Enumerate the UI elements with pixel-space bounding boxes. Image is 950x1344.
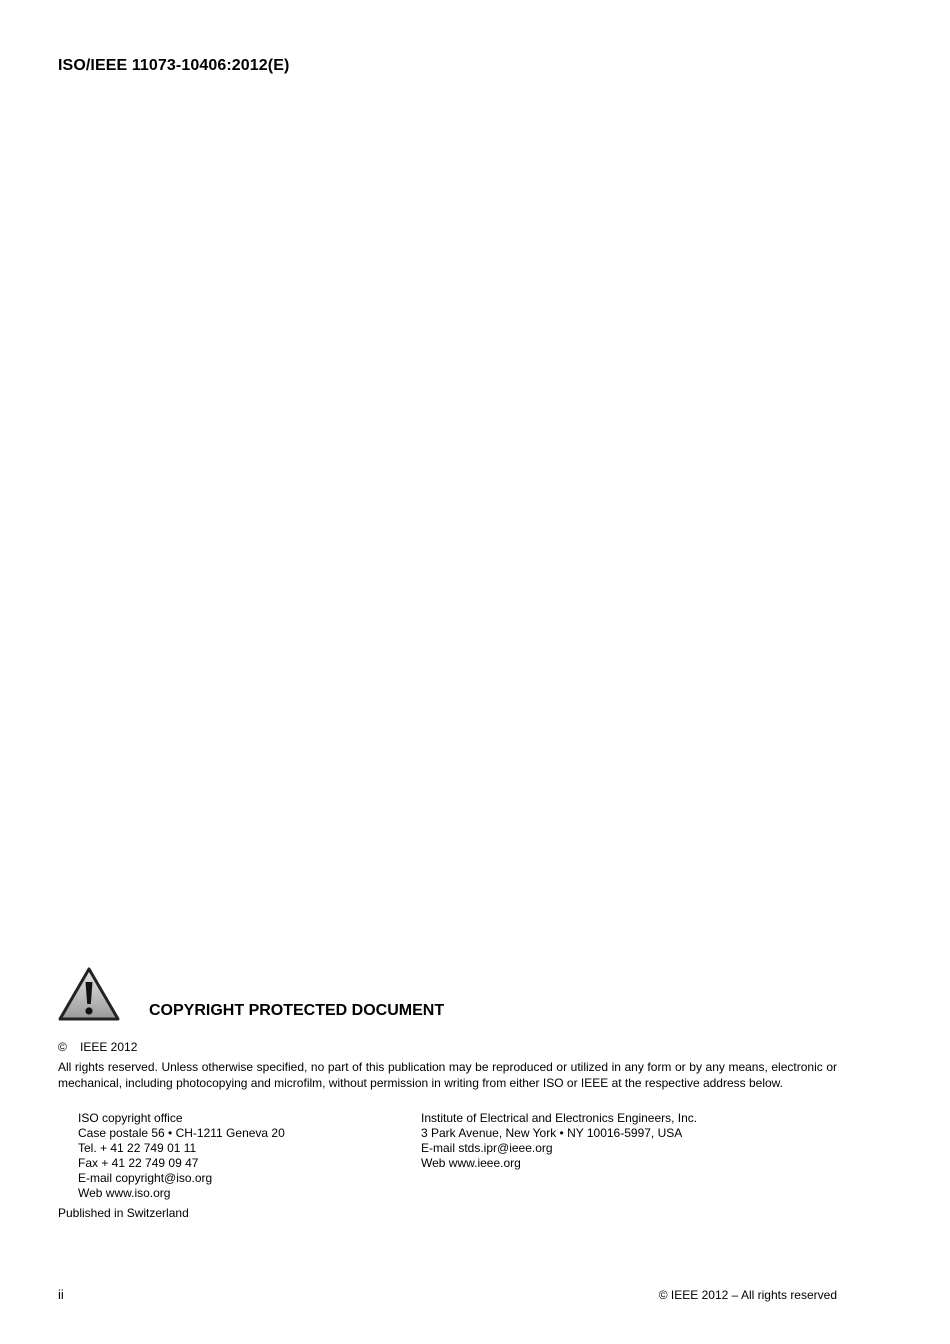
ieee-address-block — [421, 1111, 697, 1171]
iso-web-link[interactable]: Web www.iso.org — [78, 1186, 171, 1200]
ieee-web-link[interactable]: Web www.ieee.org — [421, 1156, 521, 1170]
iso-fax: Fax + 41 22 749 09 47 — [78, 1156, 199, 1170]
iso-email-link[interactable]: E-mail copyright@iso.org — [78, 1171, 213, 1185]
warning-triangle-icon — [57, 966, 121, 1022]
iso-office-name: ISO copyright office — [78, 1111, 183, 1125]
document-id: ISO/IEEE 11073-10406:2012(E) — [58, 57, 290, 74]
iso-postal-address: Case postale 56 • CH-1211 Geneva 20 — [78, 1126, 285, 1140]
copyright-line — [58, 1040, 137, 1054]
copyright-year: IEEE 2012 — [80, 1040, 138, 1054]
ieee-email-link[interactable]: E-mail stds.ipr@ieee.org — [421, 1141, 553, 1155]
published-in: Published in Switzerland — [58, 1206, 189, 1220]
copyright-symbol: © — [58, 1040, 67, 1054]
footer-copyright: © IEEE 2012 – All rights reserved — [658, 1288, 837, 1302]
page-number: ii — [58, 1287, 64, 1302]
ieee-office-name: Institute of Electrical and Electronics Engineers, Inc. — [421, 1111, 698, 1125]
iso-address-block — [78, 1111, 285, 1201]
copyright-heading: COPYRIGHT PROTECTED DOCUMENT — [149, 1002, 445, 1019]
rights-paragraph: All rights reserved. Unless otherwise specified, no part of this publication may be reproduced or utilized in any form or by any means, electronic or mechanical, including photocopying and microfilm, without permission in writing from either ISO or IEEE at the respective address below. — [58, 1060, 837, 1090]
ieee-postal-address: 3 Park Avenue, New York • NY 10016-5997, USA — [421, 1126, 683, 1140]
iso-telephone: Tel. + 41 22 749 01 11 — [78, 1141, 197, 1155]
